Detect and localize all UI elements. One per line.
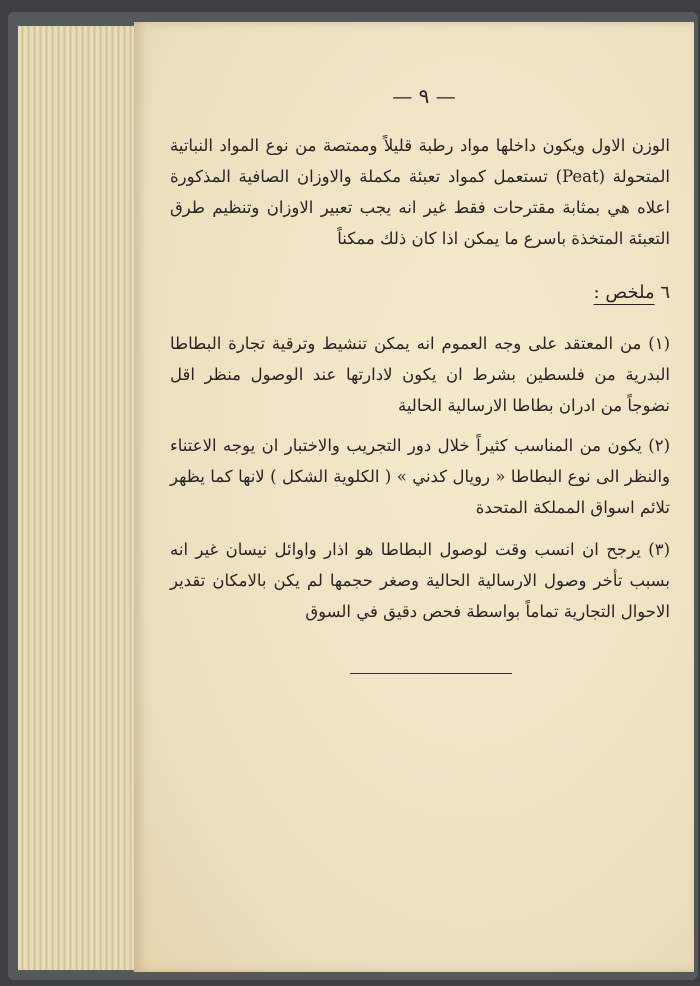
summary-item-1 (170, 328, 670, 421)
page-number: — ٩ — (392, 84, 456, 108)
section-number: ٦ (660, 282, 670, 303)
section-title: ملخص : (593, 282, 655, 303)
paragraph-continued: الوزن الاول ويكون داخلها مواد رطبة قليلاً وممتصة من نوع المواد النباتية المتحولة (Peat) تستعمل كمواد تعبئة مكملة والاوزان الصافية المذكورة اعلاه هي بمثابة مقترحات فقط غير انه يجب تعبير الاوزان وتنظيم طرق التعبئة المتخذة باسرع ما يمكن اذا كان ذلك ممكناً (170, 136, 670, 248)
page-edges (18, 26, 138, 970)
summary-item-3 (170, 534, 670, 627)
item-text: من المعتقد على وجه العموم انه يمكن تنشيط وترقية تجارة البطاطا البدرية من فلسطين بشرط ان يكون لادارتها عند الوصول منظر اقل نضوجاً من ادران بطاطا الارسالية الحالية (170, 334, 670, 415)
item-text: يرجح ان انسب وقت لوصول البطاطا هو اذار واوائل نيسان غير انه بسبب تأخر وصول الارسالية الحالية وصغر حجمها لم يكن بالامكان تقدير الاحوال التجارية تماماً بواسطة فحص دقيق في السوق (170, 540, 670, 621)
item-marker: (٢) (648, 436, 670, 455)
item-text: يكون من المناسب كثيراً خلال دور التجريب والاختبار ان يوجه الاعتناء والنظر الى نوع البطاطا « رويال كدني » ( الكلوية الشكل ) لانها كما يظهر تلائم اسواق المملكة المتحدة (170, 436, 670, 517)
section-heading (594, 282, 670, 303)
item-marker: (١) (648, 334, 671, 353)
end-rule (350, 673, 512, 674)
book-page (134, 22, 694, 972)
item-marker: (٣) (648, 540, 670, 559)
summary-item-2 (170, 430, 670, 523)
